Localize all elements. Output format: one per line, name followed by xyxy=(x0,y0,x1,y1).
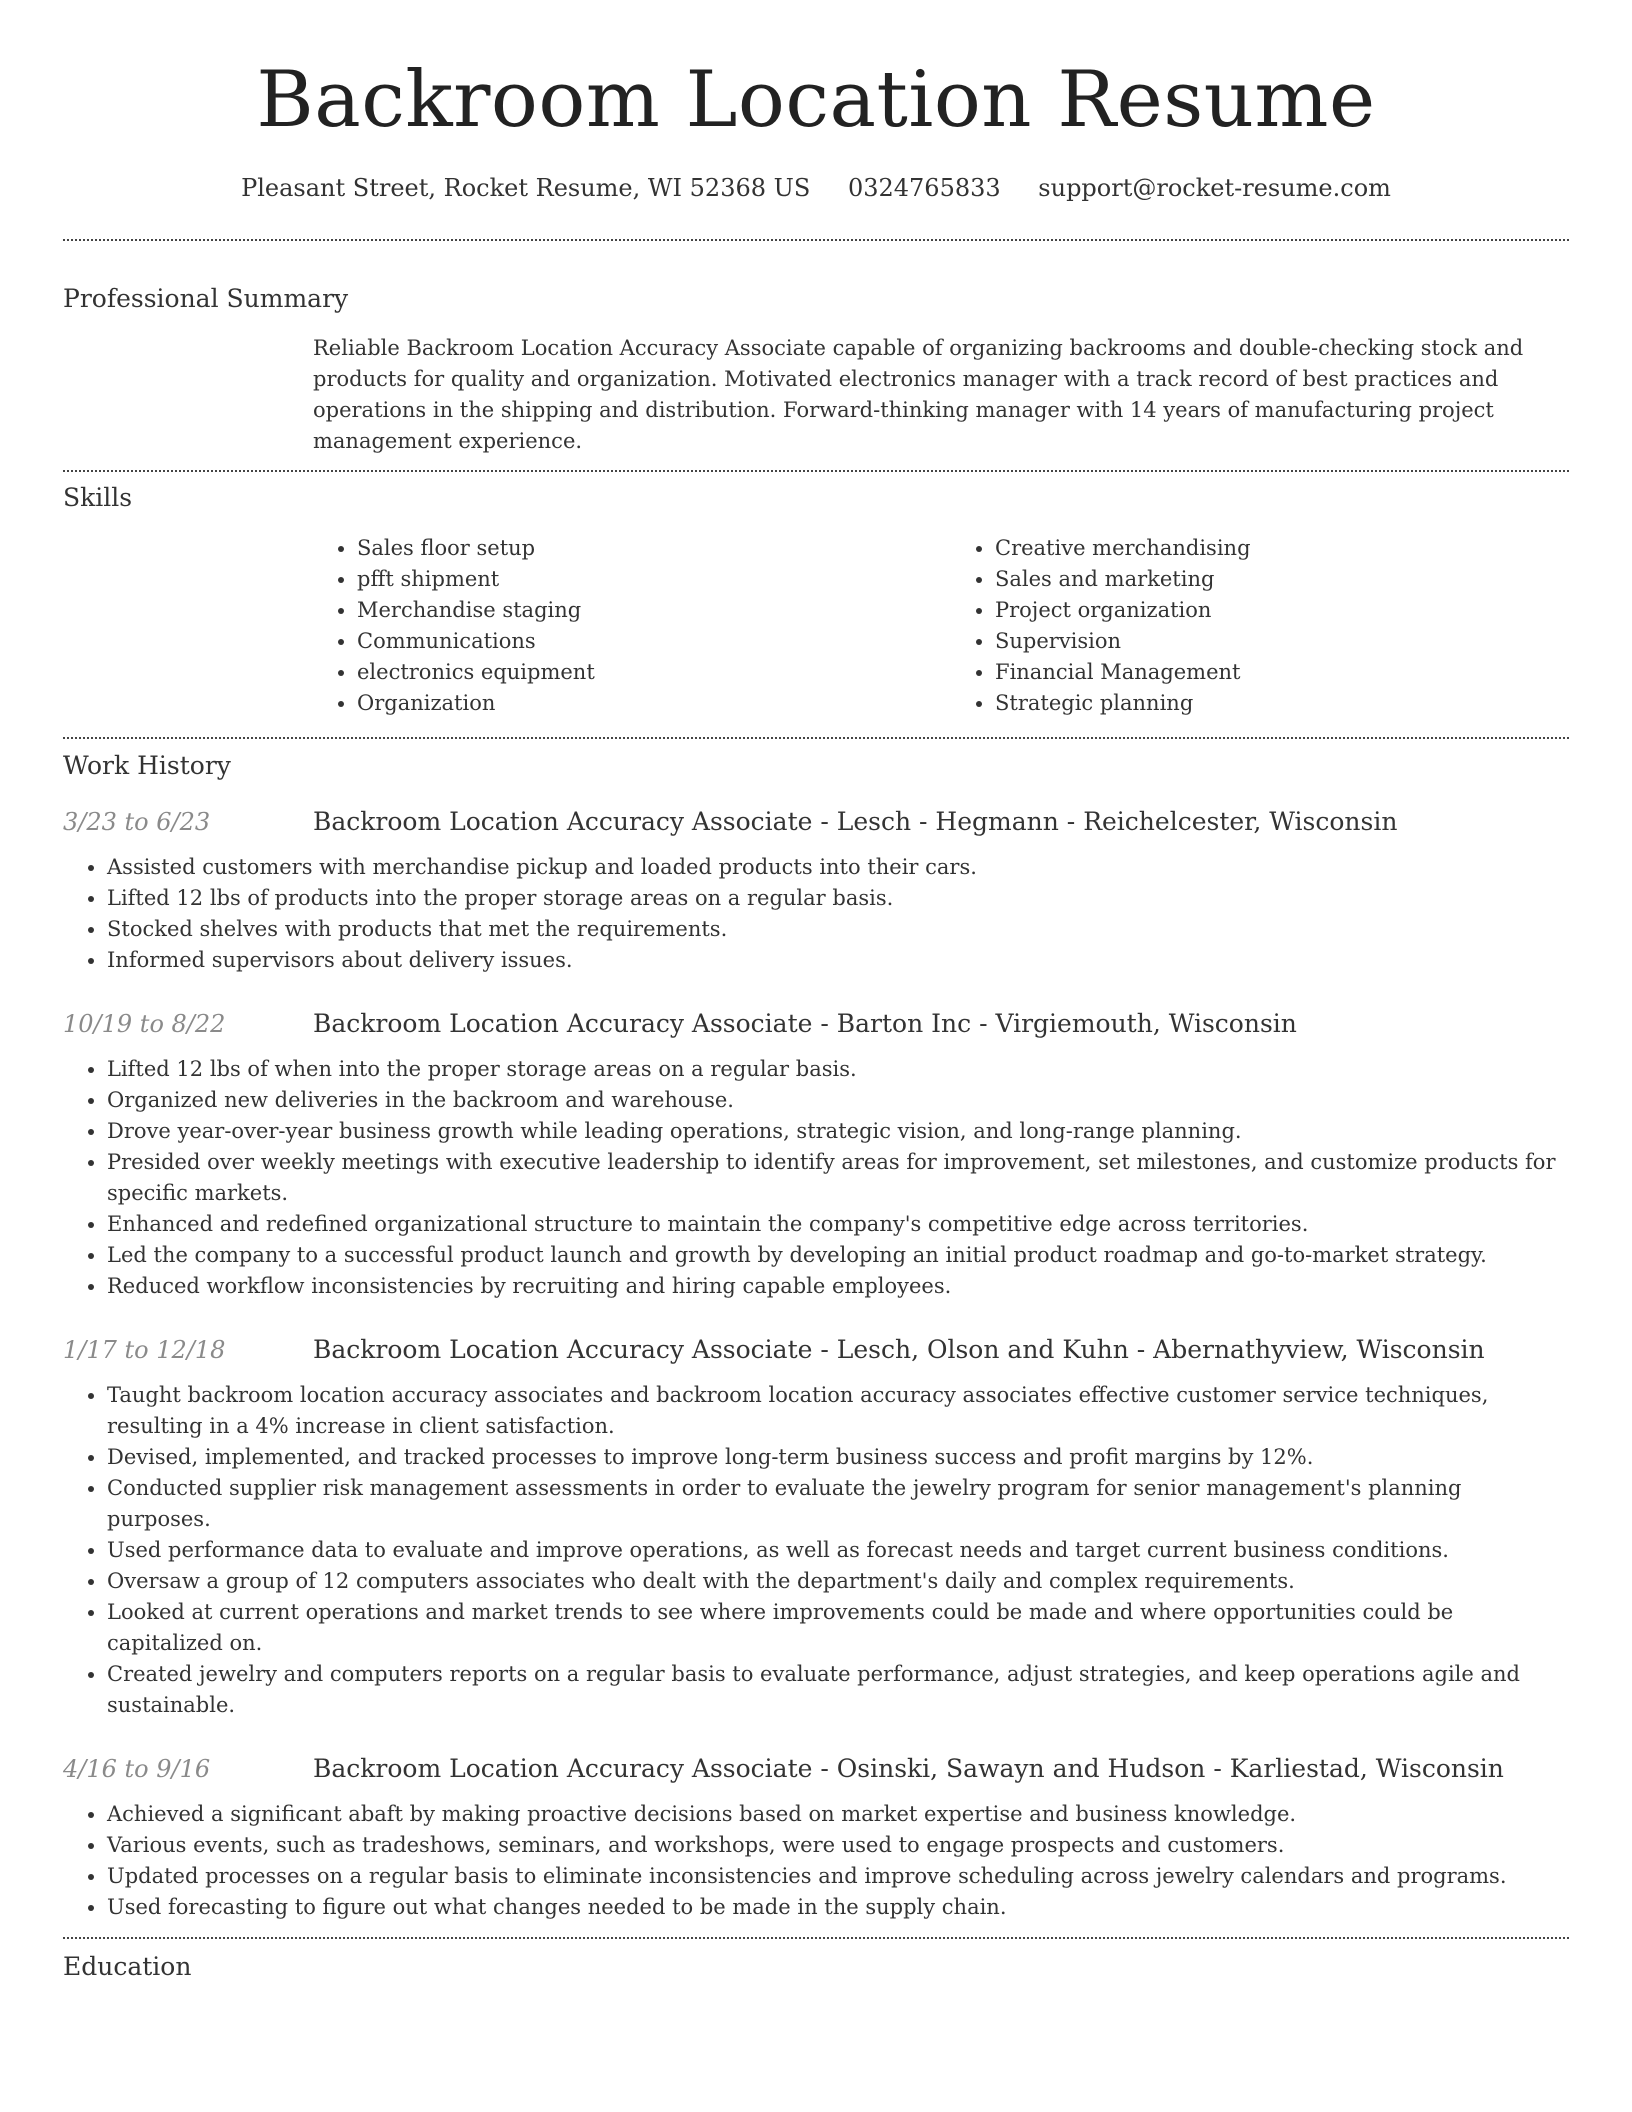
skills-list-right xyxy=(951,533,1569,719)
job-bullet: • Assisted customers with merchandise pickup and loaded products into their cars. xyxy=(107,852,1569,883)
skill-item: • electronics equipment xyxy=(357,657,931,688)
contact-phone: 0324765833 xyxy=(847,174,1001,202)
skill-item: • Sales and marketing xyxy=(995,564,1569,595)
skill-item: • pfft shipment xyxy=(357,564,931,595)
skill-item: • Creative merchandising xyxy=(995,533,1569,564)
skills-section xyxy=(63,472,1569,719)
skill-item: • Supervision xyxy=(995,626,1569,657)
skill-item: • Project organization xyxy=(995,595,1569,626)
contact-address: Pleasant Street, Rocket Resume, WI 52368 US xyxy=(241,174,811,202)
job-title: Backroom Location Accuracy Associate - Osinski, Sawayn and Hudson - Karliestad, Wisconsin xyxy=(313,1754,1504,1783)
skill-item: • Sales floor setup xyxy=(357,533,931,564)
job-bullet: • Created jewelry and computers reports on a regular basis to evaluate performance, adjust strategies, and keep operations agile and sustainable. xyxy=(107,1659,1569,1721)
job-bullets xyxy=(63,1380,1569,1721)
education-heading: Education xyxy=(63,1952,192,1981)
job-entry xyxy=(63,1332,1569,1721)
skills-list-left xyxy=(313,533,931,719)
job-bullet: • Updated processes on a regular basis to eliminate inconsistencies and improve scheduling across jewelry calendars and programs. xyxy=(107,1861,1569,1892)
job-entry xyxy=(63,1751,1569,1923)
job-bullet: • Looked at current operations and market trends to see where improvements could be made and where opportunities could be capitalized on. xyxy=(107,1597,1569,1659)
job-bullets xyxy=(63,1799,1569,1923)
work-section xyxy=(63,739,1569,1923)
job-dates: 1/17 to 12/18 xyxy=(63,1336,226,1364)
skill-item: • Organization xyxy=(357,688,931,719)
job-bullet: • Presided over weekly meetings with executive leadership to identify areas for improvement, set milestones, and customize products for specific markets. xyxy=(107,1147,1569,1209)
job-bullet: • Led the company to a successful product launch and growth by developing an initial product roadmap and go-to-market strategy. xyxy=(107,1240,1569,1271)
job-title: Backroom Location Accuracy Associate - Lesch - Hegmann - Reichelcester, Wisconsin xyxy=(313,807,1398,836)
job-bullet: • Stocked shelves with products that met the requirements. xyxy=(107,914,1569,945)
summary-text: Reliable Backroom Location Accuracy Associate capable of organizing backrooms and double-checking stock and products for quality and organization. Motivated electronics manager with a track record of best practices and operations in the shipping and distribution. Forward-thinking manager with 14 years of manufacturing project management experience. xyxy=(313,336,1524,453)
job-entry xyxy=(63,804,1569,976)
summary-heading: Professional Summary xyxy=(63,284,349,313)
job-bullets xyxy=(63,1054,1569,1302)
job-bullet: • Used performance data to evaluate and improve operations, as well as forecast needs and target current business conditions. xyxy=(107,1535,1569,1566)
job-bullet: • Devised, implemented, and tracked processes to improve long-term business success and profit margins by 12%. xyxy=(107,1442,1569,1473)
skill-item: • Strategic planning xyxy=(995,688,1569,719)
job-bullet: • Reduced workflow inconsistencies by recruiting and hiring capable employees. xyxy=(107,1271,1569,1302)
job-bullets xyxy=(63,852,1569,976)
job-bullet: • Lifted 12 lbs of products into the proper storage areas on a regular basis. xyxy=(107,883,1569,914)
job-bullet: • Taught backroom location accuracy associates and backroom location accuracy associates effective customer service techniques, resulting in a 4% increase in client satisfaction. xyxy=(107,1380,1569,1442)
resume-title: Backroom Location Resume xyxy=(256,55,1376,145)
skill-item: • Merchandise staging xyxy=(357,595,931,626)
education-section xyxy=(63,1939,1569,1985)
job-dates: 3/23 to 6/23 xyxy=(63,808,211,836)
skills-heading: Skills xyxy=(63,483,133,512)
job-bullet: • Various events, such as tradeshows, seminars, and workshops, were used to engage prospects and customers. xyxy=(107,1830,1569,1861)
job-bullet: • Informed supervisors about delivery issues. xyxy=(107,945,1569,976)
job-dates: 4/16 to 9/16 xyxy=(63,1755,211,1783)
job-bullet: • Conducted supplier risk management assessments in order to evaluate the jewelry program for senior management's planning purposes. xyxy=(107,1473,1569,1535)
job-bullet: • Enhanced and redefined organizational structure to maintain the company's competitive edge across territories. xyxy=(107,1209,1569,1240)
contact-line xyxy=(63,172,1569,204)
job-bullet: • Oversaw a group of 12 computers associates who dealt with the department's daily and complex requirements. xyxy=(107,1566,1569,1597)
job-bullet: • Achieved a significant abaft by making proactive decisions based on market expertise and business knowledge. xyxy=(107,1799,1569,1830)
job-bullet: • Lifted 12 lbs of when into the proper storage areas on a regular basis. xyxy=(107,1054,1569,1085)
job-entry xyxy=(63,1006,1569,1302)
job-title: Backroom Location Accuracy Associate - Barton Inc - Virgiemouth, Wisconsin xyxy=(313,1009,1297,1038)
job-bullet: • Organized new deliveries in the backroom and warehouse. xyxy=(107,1085,1569,1116)
skill-item: • Financial Management xyxy=(995,657,1569,688)
skill-item: • Communications xyxy=(357,626,931,657)
work-heading: Work History xyxy=(63,751,231,780)
job-dates: 10/19 to 8/22 xyxy=(63,1010,226,1038)
job-bullet: • Used forecasting to figure out what changes needed to be made in the supply chain. xyxy=(107,1892,1569,1923)
job-title: Backroom Location Accuracy Associate - Lesch, Olson and Kuhn - Abernathyview, Wisconsin xyxy=(313,1335,1485,1364)
job-bullet: • Drove year-over-year business growth while leading operations, strategic vision, and long-range planning. xyxy=(107,1116,1569,1147)
summary-section xyxy=(63,241,1569,457)
contact-email: support@rocket-resume.com xyxy=(1038,174,1391,202)
